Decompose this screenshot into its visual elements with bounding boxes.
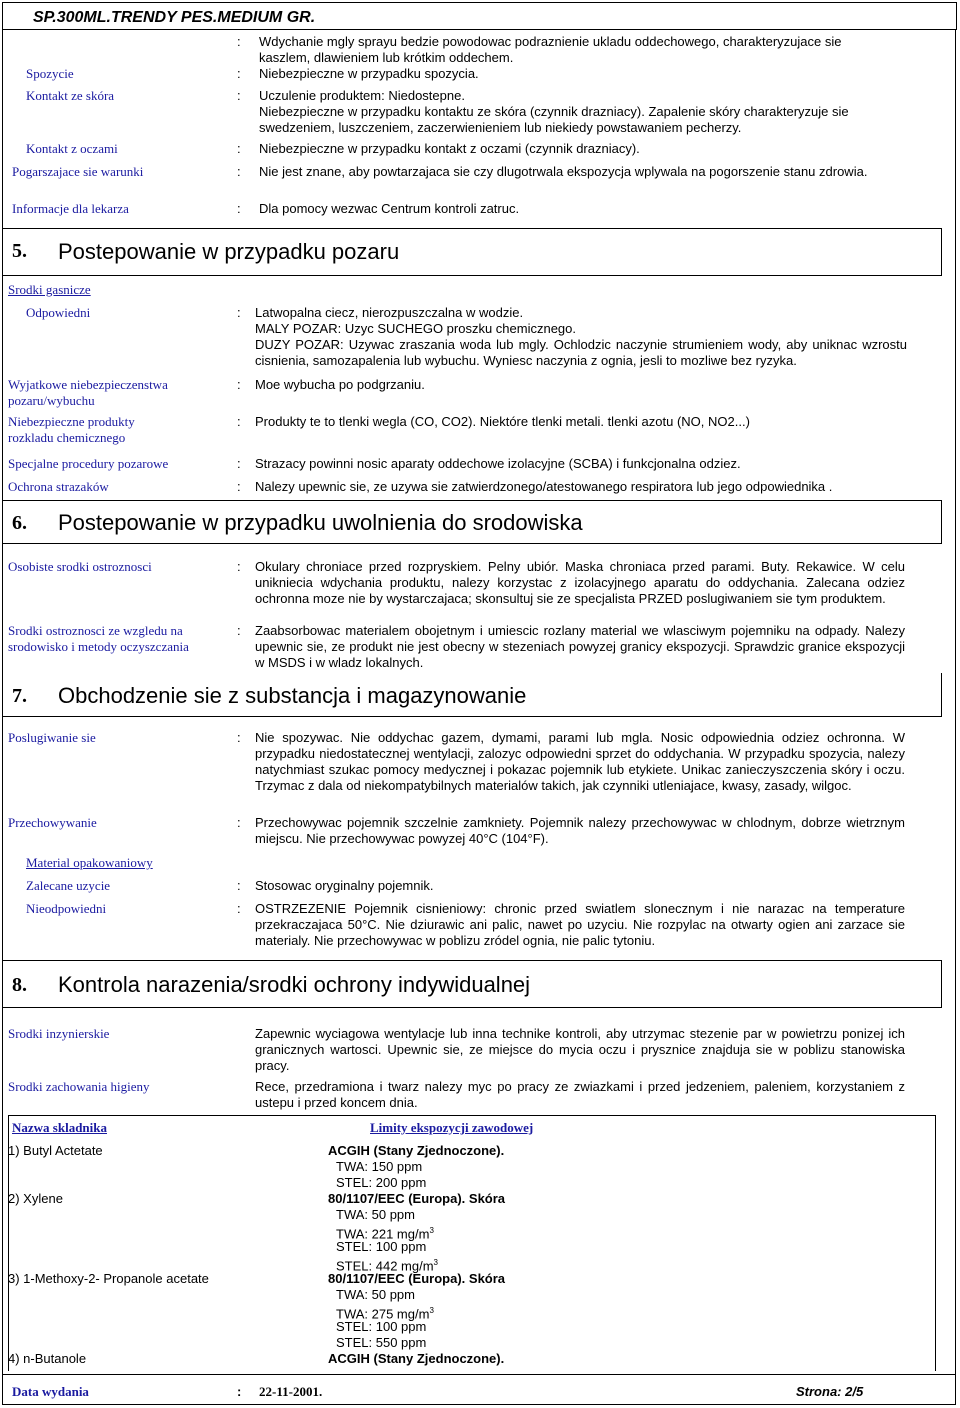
- table-row-value: TWA: 50 ppm: [336, 1287, 415, 1302]
- material-label: Material opakowaniowy: [26, 855, 153, 870]
- odpowiednie-line-2: MALY POZAR: Uzyc SUCHEGO proszku chemicznego.: [255, 321, 577, 336]
- ochrona-value: Nalezy upewnic sie, ze uzywa sie zatwierdzonego/atestowanego respiratora lub jego odpowiednika .: [255, 479, 833, 494]
- przechowywanie-value: Przechowywac pojemnik szczelnie zamkniety. Pojemnik nalezy przechowywac w chlodnym, dobrze wietrznym miejscu. Nie przechowywac powyzej 40°C (104°F).: [255, 815, 905, 846]
- table-row-value: STEL: 100 ppm: [336, 1319, 427, 1334]
- table-row-source: ACGIH (Stany Zjednoczone).: [328, 1143, 505, 1158]
- table-top-border: [8, 1115, 936, 1116]
- table-right-border: [935, 1115, 936, 1371]
- srodowisko-label: Srodki ostroznosci ze wzgledu na srodowisko i metody oczyszczania: [8, 623, 189, 654]
- odpowiednie-label: Odpowiedni: [26, 305, 91, 320]
- nieodpowiedni-value: OSTRZEZENIE Pojemnik cisnieniowy: chronic przed swiatlem slonecznym i nie narazac na temperature przekraczajaca 50°C. Nie dziurawic ani palic, nawet po uzyciu. Nie rozpylac na otwarty ogien ani zarzace sie materialy. Nie przechowywac w poblizu zródel ognia, nie palic tytoniu.: [255, 901, 905, 948]
- table-row-source: 80/1107/EEC (Europa). Skóra: [328, 1271, 506, 1286]
- produkty-value: Produkty te to tlenki wegla (CO, CO2). Niektóre tlenki metali. tlenki azotu (NO, NO2...): [255, 414, 750, 429]
- inzynierskie-value: Zapewnic wyciagowa wentylacje lub inna technike kontroli, aby utrzymac stezenie par w powietrzu ponizej ich granicznych wartosci. Upewnic sie, ze miejsce do mycia oczu i prysznice znajduja sie w poblizu stanowiska pracy.: [255, 1026, 905, 1073]
- table-row-name: 4) n-Butanole: [8, 1351, 87, 1366]
- pogarszajace-value: Nie jest znane, aby powtarzajaca sie czy dlugotrwala ekspozycja wplywala na pogorszenie stanu zdrowia.: [259, 164, 868, 179]
- footer-page-number: Strona: 2/5: [796, 1384, 864, 1399]
- wyjatkowe-label: Wyjatkowe niebezpieczenstwa pozaru/wybuchu: [8, 377, 168, 408]
- footer-divider: [2, 1374, 956, 1375]
- pogarszajace-label: Pogarszajace sie warunki: [12, 164, 144, 179]
- odpowiednie-line-1: Latwopalna ciecz, nierozpuszczalna w wodzie.: [255, 305, 524, 320]
- srodki-gasnicze-label: Srodki gasnicze: [8, 282, 91, 297]
- section-5-header: 5. Postepowanie w przypadku pozaru: [2, 228, 942, 276]
- table-row-value: STEL: 550 ppm: [336, 1335, 427, 1350]
- table-row-name: 1) Butyl Actetate: [8, 1143, 103, 1158]
- section-8-title: Kontrola narazenia/srodki ochrony indywidualnej: [58, 972, 531, 997]
- section-6-header: 6. Postepowanie w przypadku uwolnienia do srodowiska: [2, 500, 942, 544]
- table-row-value: TWA: 221 $mg/m^3$: [336, 1226, 434, 1242]
- table-row-value: TWA: 275 $mg/m^3$: [336, 1306, 434, 1322]
- spozycie-label: Spozycie: [26, 66, 74, 81]
- przechowywanie-label: Przechowywanie: [8, 815, 97, 830]
- skora-label: Kontakt ze skóra: [26, 88, 115, 103]
- section-5-title: Postepowanie w przypadku pozaru: [58, 239, 400, 264]
- section-6-title: Postepowanie w przypadku uwolnienia do srodowiska: [58, 510, 583, 535]
- wyjatkowe-value: Moe wybucha po podgrzaniu.: [255, 377, 425, 392]
- inzynierskie-label: Srodki inzynierskie: [8, 1026, 110, 1041]
- table-row-value: STEL: 100 ppm: [336, 1239, 427, 1254]
- zalecane-label: Zalecane uzycie: [26, 878, 111, 893]
- table-row-value: STEL: 442 $mg/m^3$: [336, 1258, 438, 1274]
- footer-date-value: 22-11-2001.: [259, 1384, 323, 1399]
- srodowisko-value: Zaabsorbowac materialem obojetnym i umiescic rozlany material we wlasciwym pojemniku na odpady. Nalezy upewnic sie, ze produkt nie jest obecny w stezeniach powyzej granicy ekspozycji. Sprawdzic granice ekspozycji w MSDS i w wladz lokalnych.: [255, 623, 905, 670]
- produkty-label: Niebezpieczne produkty rozkladu chemicznego: [8, 414, 135, 445]
- table-row-value: TWA: 150 ppm: [336, 1159, 423, 1174]
- lekarz-label: Informacje dla lekarza: [12, 201, 129, 216]
- section-8-header: 8. Kontrola narazenia/srodki ochrony indywidualnej: [2, 960, 942, 1008]
- zalecane-value: Stosowac oryginalny pojemnik.: [255, 878, 434, 893]
- section-7-header: 7. Obchodzenie sie z substancja i magazynowanie: [2, 673, 942, 717]
- table-row-source: 80/1107/EEC (Europa). Skóra: [328, 1191, 506, 1206]
- procedury-label: Specjalne procedury pozarowe: [8, 456, 169, 471]
- odpowiednie-line-3: DUZY POZAR: Uzywac zraszania woda lub mgly. Ochlodzic naczynie strumieniem wody, aby uniknac wzrostu cisnienia, samozapalenia lub wybuchu. Wyniesc naczynia z ognia, jesli to mozliwe bez ryzyka.: [255, 337, 907, 368]
- frame-bottom: [2, 1404, 956, 1405]
- footer-date-label: Data wydania: [12, 1384, 89, 1399]
- table-row-name: 2) Xylene: [8, 1191, 63, 1206]
- oczy-value: Niebezpieczne w przypadku kontakt z oczami (czynnik drazniacy).: [259, 141, 640, 156]
- product-title: SP.300ML.TRENDY PES.MEDIUM GR.: [33, 9, 316, 26]
- table-header-name: Nazwa skladnika: [12, 1120, 107, 1135]
- inhalation-value: Wdychanie mgly sprayu bedzie powodowac podraznienie ukladu oddechowego, charakteryzujace sie kaszlem, dlawieniem lub krótkim oddechem.: [259, 34, 842, 65]
- ochrona-label: Ochrona strazaków: [8, 479, 109, 494]
- section-7-title: Obchodzenie sie z substancja i magazynowanie: [58, 683, 527, 708]
- document-header: [2, 2, 957, 30]
- procedury-value: Strazacy powinni nosic aparaty oddechowe izolacyjne (SCBA) i funkcjonalna odziez.: [255, 456, 741, 471]
- table-row-source: ACGIH (Stany Zjednoczone).: [328, 1351, 505, 1366]
- table-header-limits: Limity ekspozycji zawodowej: [370, 1120, 534, 1135]
- nieodpowiedni-label: Nieodpowiedni: [26, 901, 107, 916]
- higieny-label: Srodki zachowania higieny: [8, 1079, 150, 1094]
- lekarz-value: Dla pomocy wezwac Centrum kontroli zatruc.: [259, 201, 520, 216]
- table-row-name: 3) 1-Methoxy-2- Propanole acetate: [8, 1271, 209, 1286]
- osobiste-value: Okulary chroniace przed rozpryskiem. Pelny ubiór. Maska chroniaca przed parami. Buty. Rekawice. W celu unikniecia wdychania produktu, nalezy korzystac z izolacyjnego aparatu do oddychania. Zalecana odziez ochronna moze nie by wystarczajaca; skonsultuj sie ze specjalista PRZED poslugiwaniem sie tym produktem.: [255, 559, 905, 606]
- skora-value-1: Uczulenie produktem: Niedostepne.: [259, 88, 465, 103]
- poslugiwanie-label: Poslugiwanie sie: [8, 730, 96, 745]
- higieny-value: Rece, przedramiona i twarz nalezy myc po pracy ze zwiazkami i przed jedzeniem, paleniem, korzystaniem z ustepu i przed koncem dnia.: [255, 1079, 905, 1110]
- osobiste-label: Osobiste srodki ostroznosci: [8, 559, 152, 574]
- table-row-value: TWA: 50 ppm: [336, 1207, 415, 1222]
- spozycie-value: Niebezpieczne w przypadku spozycia.: [259, 66, 479, 81]
- poslugiwanie-value: Nie spozywac. Nie oddychac gazem, dymami, parami lub mgla. Nosic odpowiednia odziez ochronna. W przypadku niedostatecznej wentylacji, zalozyc odpowiedni sprzet do oddychania. W przypadku spozycia, nalezy natychmiast szukac pomocy medycznej i pokazac pojemnik lub etykiete. Unikac zanieczyszczenia skóry i oczu. Trzymac z dala od niekompatybilnych materialów takich, jak czynniki utleniajace, kwasy, zasady, wilgoc.: [255, 730, 905, 793]
- skora-value-2: Niebezpieczne w przypadku kontaktu ze skóra (czynnik drazniacy). Zapalenie skóry charakteryzuje sie swedzeniem, luszczeniem, zaczerwienieniem lub niekiedy powstawaniem pecherzy.: [259, 104, 849, 135]
- frame-right: [955, 30, 956, 1405]
- table-row-value: STEL: 200 ppm: [336, 1175, 427, 1190]
- oczy-label: Kontakt z oczami: [26, 141, 118, 156]
